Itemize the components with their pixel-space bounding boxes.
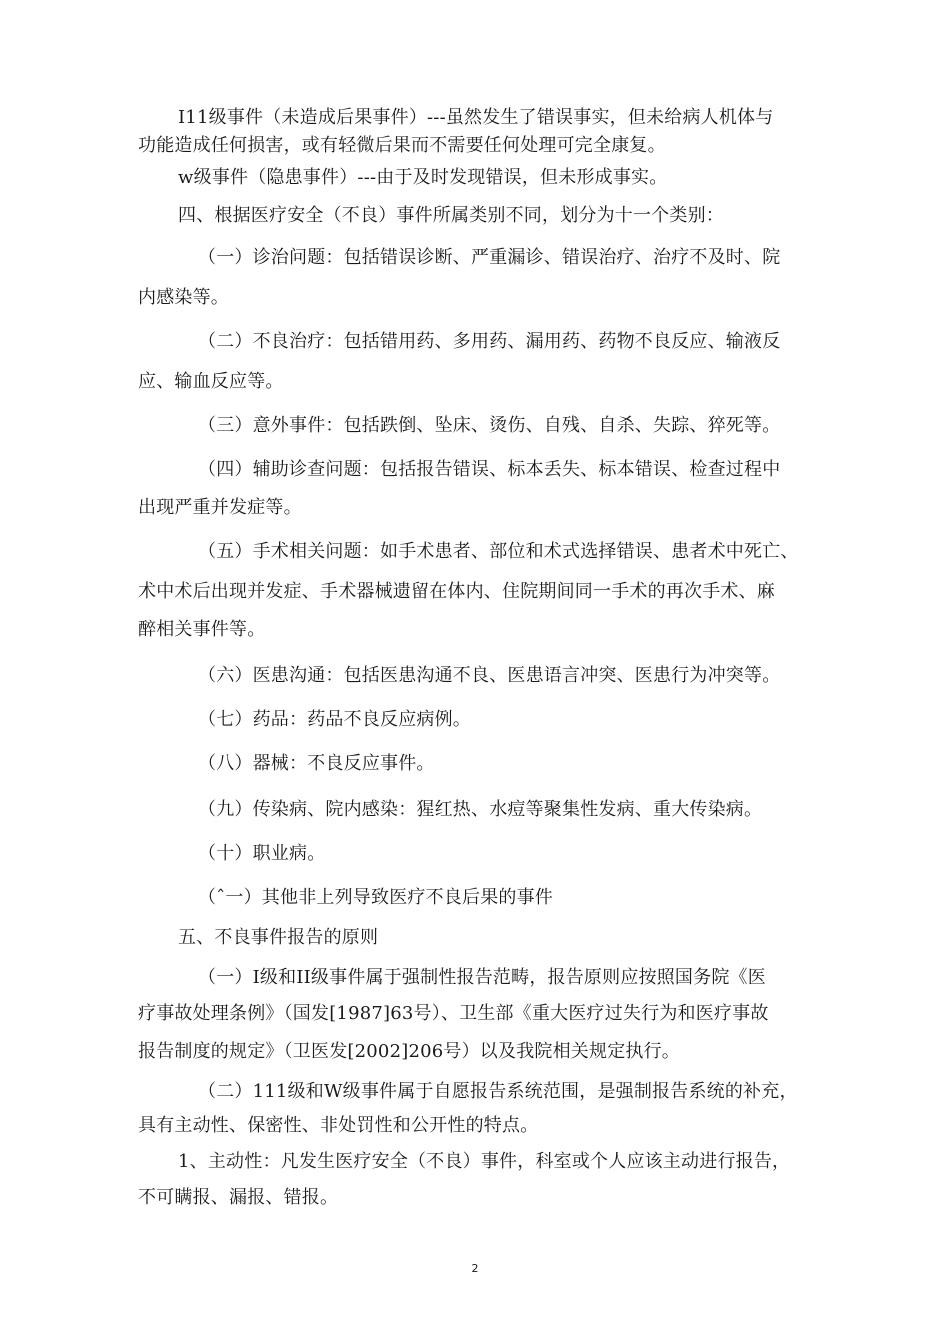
text-line: （一）I级和II级事件属于强制性报告范畴，报告原则应按照国务院《医 — [198, 967, 766, 988]
text-line: 不可瞒报、漏报、错报。 — [138, 1187, 339, 1208]
text-line: 出现严重并发症等。 — [138, 497, 302, 518]
text-line: 醉相关事件等。 — [138, 619, 266, 640]
text-line: 具有主动性、保密性、非处罚性和公开性的特点。 — [138, 1115, 539, 1136]
text-line: （八）器械：不良反应事件。 — [198, 753, 435, 774]
text-line: 内感染等。 — [138, 287, 229, 308]
text-line: （九）传染病、院内感染：猩红热、水痘等聚集性发病、重大传染病。 — [198, 799, 763, 820]
text-line: 1、主动性：凡发生医疗安全（不良）事件，科室或个人应该主动进行报告， — [178, 1151, 791, 1172]
text-line: （七）药品：药品不良反应病例。 — [198, 709, 471, 730]
text-line: 功能造成任何损害，或有轻微后果而不需要任何处理可完全康复。 — [138, 135, 666, 156]
section-heading: 五、不良事件报告的原则 — [178, 927, 379, 948]
text-line: （四）辅助诊查问题：包括报告错误、标本丢失、标本错误、检查过程中 — [198, 459, 781, 480]
page-number: 2 — [471, 1262, 479, 1275]
text-line: 术中术后出现并发症、手术器械遗留在体内、住院期间同一手术的再次手术、麻 — [138, 581, 775, 602]
text-line: 报告制度的规定》（卫医发[2002]206号）以及我院相关规定执行。 — [138, 1041, 681, 1062]
text-line: 疗事故处理条例》（国发[1987]63号）、卫生部《重大医疗过失行为和医疗事故 — [138, 1003, 769, 1024]
text-line: w级事件（隐患事件）---由于及时发现错误，但未形成事实。 — [178, 167, 668, 188]
text-line: （五）手术相关问题：如手术患者、部位和术式选择错误、患者术中死亡、 — [198, 541, 799, 562]
text-line: （ˆ一）其他非上列导致医疗不良后果的事件 — [198, 887, 553, 908]
text-line: 应、输血反应等。 — [138, 371, 284, 392]
section-heading: 四、根据医疗安全（不良）事件所属类别不同，划分为十一个类别： — [178, 205, 724, 226]
text-line: （三）意外事件：包括跌倒、坠床、烫伤、自残、自杀、失踪、猝死等。 — [198, 415, 781, 436]
text-line: （十）职业病。 — [198, 843, 326, 864]
text-line: （六）医患沟通：包括医患沟通不良、医患语言冲突、医患行为冲突等。 — [198, 665, 781, 686]
text-line: （一）诊治问题：包括错误诊断、严重漏诊、错误治疗、治疗不及时、院 — [198, 247, 781, 268]
text-line: （二）不良治疗：包括错用药、多用药、漏用药、药物不良反应、输液反 — [198, 331, 781, 352]
text-line: I11级事件（未造成后果事件）---虽然发生了错误事实，但未给病人机体与 — [178, 107, 774, 128]
text-line: （二）111级和W级事件属于自愿报告系统范围，是强制报告系统的补充， — [198, 1081, 798, 1102]
